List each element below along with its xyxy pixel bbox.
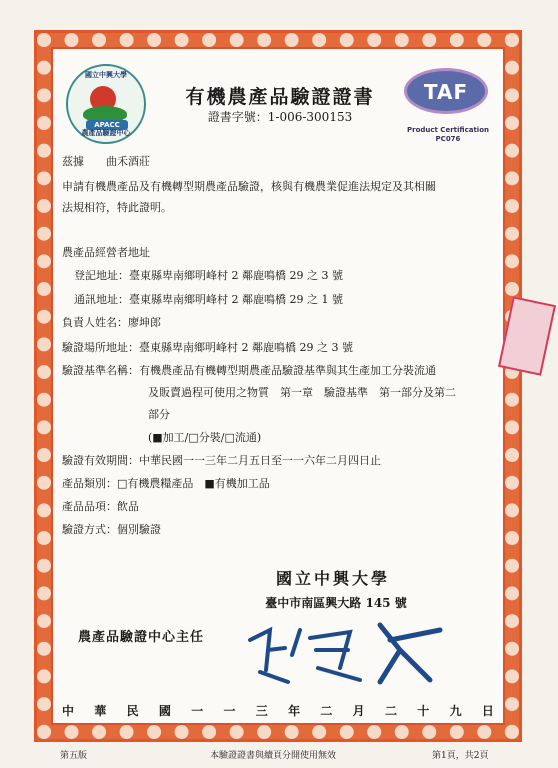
mailing-address-line	[74, 291, 343, 307]
date-char: 二	[320, 704, 333, 718]
basis-line-1	[62, 362, 436, 378]
holder-line	[62, 153, 150, 169]
basis-label: 驗證基準名稱：	[62, 364, 139, 377]
date-char: 年	[288, 704, 301, 718]
seal-top-text: 國立中興大學	[85, 71, 127, 79]
certificate-number: 證書字號：1-006-300153	[207, 110, 353, 124]
responsible-name: 廖坤郎	[128, 316, 161, 329]
signature-stroke-1	[250, 630, 288, 682]
issuer-address: 臺中市南區興大路 145 號	[265, 596, 407, 610]
date-char: 華	[94, 704, 107, 718]
apacc-seal-logo	[66, 64, 146, 144]
site-address: 臺東縣卑南鄉明峰村 2 鄰鹿鳴橋 29 之 3 號	[139, 341, 353, 354]
site-label: 驗證場所地址：	[62, 341, 139, 354]
method-value: 個別驗證	[117, 523, 161, 536]
footer-edition: 第五版	[60, 751, 88, 761]
statement-line-2: 法規相符，特此證明。	[62, 201, 172, 214]
registered-address-line	[74, 267, 343, 283]
basis-options: (■加工/□分裝/□流通)	[148, 431, 262, 444]
date-char: 十	[417, 704, 430, 718]
item-line	[62, 498, 139, 514]
method-line	[62, 521, 161, 537]
basis-text-3: 部分	[148, 408, 170, 421]
basis-text-2: 及販賣過程可使用之物質 第一章 驗證基準 第一部分及第二	[148, 386, 456, 399]
registered-address-label: 登記地址：	[74, 269, 129, 282]
statement-line-1: 申請有機農產品及有機轉型期農產品驗證，核與有機農業促進法規定及其相關	[62, 180, 436, 193]
item-label: 產品品項：	[62, 500, 117, 513]
registered-address: 臺東縣卑南鄉明峰村 2 鄰鹿鳴橋 29 之 3 號	[129, 269, 343, 282]
signature-stroke-3	[380, 625, 440, 682]
seal-band-text: APACC	[86, 120, 128, 130]
holder-name: 曲禾酒莊	[106, 155, 150, 168]
category-label: 產品類別：	[62, 477, 117, 490]
seal-bottom-text: 農產品驗證中心	[81, 129, 131, 137]
date-char: 民	[126, 704, 139, 718]
category-value: □有機農糧產品 ■有機加工品	[117, 477, 270, 490]
method-label: 驗證方式：	[62, 523, 117, 536]
taf-caption	[398, 126, 498, 144]
site-line	[62, 339, 353, 355]
category-line	[62, 475, 270, 491]
mailing-address: 臺東縣卑南鄉明峰村 2 鄰鹿鳴橋 29 之 1 號	[129, 293, 343, 306]
item-value: 飲品	[117, 500, 139, 513]
basis-text-1: 有機農產品有機轉型期農產品驗證基準與其生產加工分裝流通	[139, 364, 436, 377]
signature-stroke-2	[292, 630, 360, 680]
director-signature	[230, 610, 490, 690]
responsible-label: 負責人姓名：	[62, 316, 128, 329]
date-char: 中	[62, 704, 75, 718]
date-char: 二	[384, 704, 397, 718]
date-char: 日	[481, 704, 494, 718]
validity-period: 中華民國一一三年二月五日至一一六年二月四日止	[139, 454, 381, 467]
date-char: 九	[449, 704, 462, 718]
taf-caption-line-1: Product Certification	[406, 126, 489, 134]
operator-address-title: 農產品經營者地址	[62, 246, 150, 259]
date-char: 月	[352, 704, 365, 718]
issuer-university: 國立中興大學	[275, 569, 390, 588]
director-title: 農產品驗證中心主任	[78, 630, 205, 645]
date-char: 三	[255, 704, 268, 718]
taf-caption-line-2: PC076	[435, 135, 461, 143]
validity-line	[62, 452, 381, 468]
date-char: 國	[158, 704, 171, 718]
mailing-address-label: 通訊地址：	[74, 293, 129, 306]
certificate-title: 有機農產品驗證證書	[185, 86, 375, 108]
date-char: 一	[191, 704, 204, 718]
issue-date	[62, 702, 494, 719]
footer-notice: 本驗證證書與續頁分開使用無效	[210, 751, 337, 761]
footer-page: 第1頁，共2頁	[432, 751, 489, 761]
holder-label: 茲據	[62, 155, 84, 168]
date-char: 一	[223, 704, 236, 718]
taf-logo-text: TAF	[423, 80, 469, 104]
validity-label: 驗證有效期間：	[62, 454, 139, 467]
responsible-line	[62, 314, 161, 330]
taf-logo	[404, 68, 488, 114]
